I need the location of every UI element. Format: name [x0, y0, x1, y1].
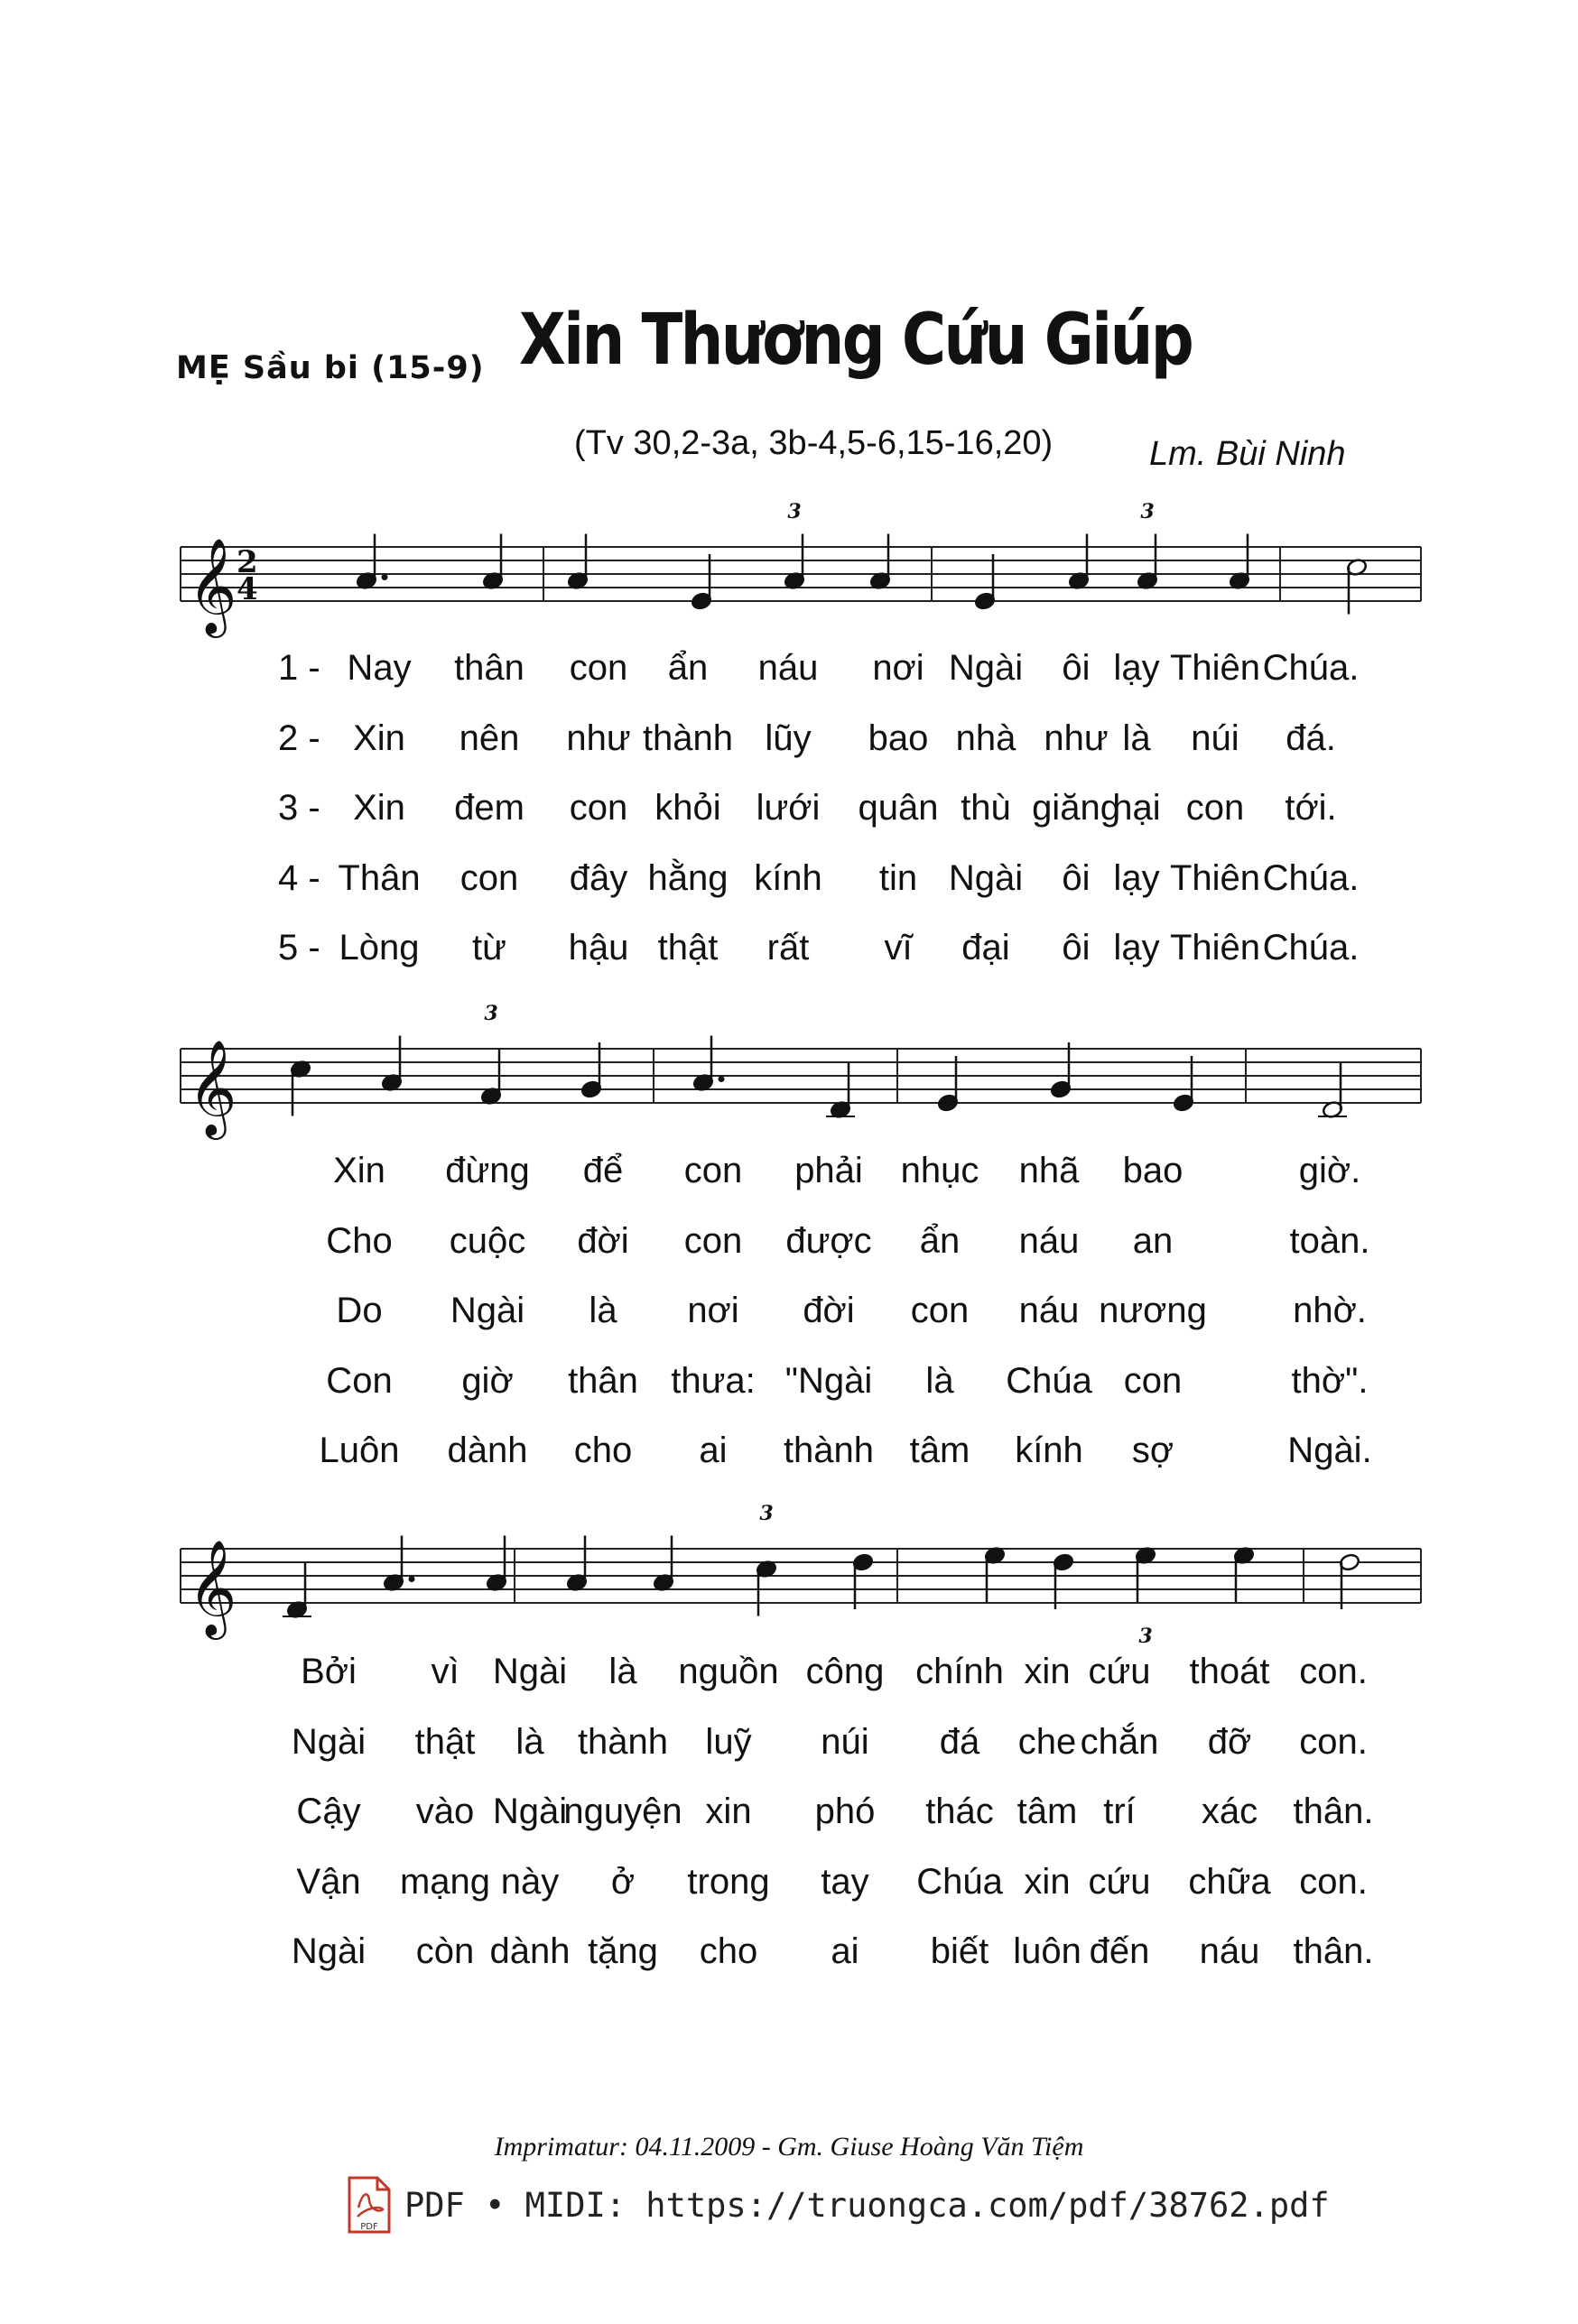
verse-number: 4 -: [278, 857, 320, 898]
lyric-syllable: đời: [803, 1291, 855, 1330]
song-title: Xin Thương Cứu Giúp: [519, 300, 1193, 381]
lyric-syllable: Chúa.: [1262, 857, 1360, 898]
pdf-midi-link[interactable]: PDF • MIDI: https://truongca.com/pdf/38762.pdf: [404, 2185, 1330, 2225]
lyric-syllable: đến: [1089, 1931, 1150, 1971]
lyric-syllable: dành: [489, 1931, 571, 1971]
lyric-syllable: cứu: [1088, 1652, 1151, 1691]
lyric-syllable: cho: [573, 1431, 633, 1470]
imprimatur-note: Imprimatur: 04.11.2009 - Gm. Giuse Hoàng Văn Tiệm: [494, 2132, 1084, 2162]
lyric-syllable: để: [582, 1151, 624, 1190]
verse-number: 1 -: [278, 648, 320, 688]
lyric-syllable: thân.: [1293, 1931, 1374, 1971]
lyric-syllable: ai: [831, 1931, 859, 1971]
lyric-syllable: thành: [783, 1431, 875, 1470]
lyric-syllable: con.: [1299, 1861, 1368, 1902]
lyric-syllable: đừng: [445, 1151, 530, 1190]
tuplet-number: 3: [1140, 500, 1155, 523]
lyric-syllable: Chúa.: [1262, 648, 1360, 688]
lyric-syllable: con: [459, 857, 519, 898]
lyric-syllable: bao: [1122, 1151, 1184, 1190]
lyric-syllable: Bởi: [301, 1652, 357, 1691]
lyric-syllable: lạy: [1113, 857, 1160, 898]
pdf-icon-label: PDF: [360, 2222, 378, 2232]
lyric-syllable: Chúa.: [1262, 928, 1360, 968]
lyric-syllable: kính: [754, 857, 822, 898]
lyric-syllable: Ngài: [291, 1721, 367, 1762]
lyric-syllable: này: [500, 1861, 560, 1902]
lyric-syllable: là: [608, 1652, 637, 1691]
lyric-syllable: phó: [814, 1792, 876, 1831]
psalm-reference: (Tv 30,2-3a, 3b-4,5-6,15-16,20): [574, 424, 1054, 462]
lyric-syllable: tâm: [1016, 1792, 1078, 1831]
lyric-syllable: Chúa: [916, 1861, 1003, 1902]
lyric-syllable: thật: [657, 928, 719, 968]
lyric-syllable: ẩn: [919, 1220, 961, 1261]
lyric-syllable: nhà: [955, 718, 1016, 758]
lyric-syllable: giăng: [1032, 788, 1120, 828]
lyric-syllable: náu: [1199, 1931, 1260, 1971]
lyric-syllable: như: [566, 718, 631, 758]
lyric-syllable: thân: [568, 1360, 638, 1401]
lyric-syllable: tới.: [1285, 788, 1337, 828]
staff-system-3: [0, 1489, 1578, 1670]
lyric-syllable: Ngài: [948, 648, 1024, 688]
tuplet-number: 3: [484, 1002, 498, 1025]
lyric-syllable: an: [1132, 1220, 1174, 1261]
staff-system-1: [0, 487, 1578, 668]
treble-clef-icon: 𝄞: [188, 1539, 237, 1635]
occasion-label: MẸ Sầu bi (15-9): [176, 350, 485, 386]
lyric-syllable: đời: [577, 1220, 629, 1261]
lyric-syllable: thành: [577, 1721, 669, 1762]
lyric-syllable: toàn.: [1289, 1220, 1370, 1261]
lyric-syllable: ở: [610, 1861, 636, 1902]
lyric-syllable: khỏi: [654, 788, 721, 828]
lyric-syllable: trí: [1103, 1792, 1136, 1831]
lyric-syllable: lạy: [1113, 928, 1160, 968]
lyric-syllable: giờ: [461, 1360, 514, 1401]
lyric-syllable: đỡ: [1207, 1721, 1252, 1762]
dot-mark: [409, 1576, 415, 1582]
lyric-syllable: đá.: [1286, 718, 1336, 758]
lyric-syllable: chắn: [1080, 1721, 1159, 1762]
download-links[interactable]: [347, 2173, 1330, 2236]
lyric-syllable: sợ: [1131, 1431, 1174, 1470]
lyric-syllable: tin: [878, 857, 918, 898]
lyric-syllable: con: [569, 648, 628, 688]
lyric-syllable: vào: [415, 1792, 475, 1831]
lyric-syllable: Xin: [353, 718, 405, 758]
lyric-syllable: con: [1123, 1360, 1183, 1401]
lyric-syllable: là: [589, 1291, 617, 1330]
lyric-syllable: Thân: [338, 857, 421, 898]
treble-clef-icon: 𝄞: [188, 537, 237, 634]
tuplet-number: 3: [787, 500, 802, 523]
lyric-syllable: vĩ: [884, 928, 913, 968]
lyric-syllable: thoát: [1189, 1652, 1270, 1691]
lyric-syllable: là: [515, 1721, 544, 1762]
lyric-syllable: Thiên: [1169, 928, 1261, 968]
lyric-syllable: Cho: [326, 1220, 393, 1261]
lyric-syllable: nguồn: [678, 1652, 779, 1691]
verse-number: 5 -: [278, 928, 320, 968]
lyric-syllable: nguyện: [563, 1792, 682, 1831]
lyric-syllable: náu: [757, 648, 819, 688]
lyric-syllable: vì: [431, 1652, 459, 1691]
lyric-syllable: phải: [794, 1151, 863, 1190]
lyric-syllable: công: [805, 1652, 885, 1691]
lyric-syllable: nên: [459, 718, 520, 758]
lyric-syllable: Ngài: [492, 1652, 568, 1691]
lyric-syllable: cuộc: [449, 1220, 526, 1261]
lyric-syllable: hằng: [647, 857, 729, 898]
verse-number: 3 -: [278, 788, 320, 828]
lyric-syllable: chính: [915, 1652, 1004, 1691]
lyric-syllable: con: [683, 1220, 743, 1261]
lyric-syllable: xác: [1201, 1792, 1258, 1831]
lyric-syllable: thờ".: [1291, 1360, 1369, 1401]
lyric-syllable: Vận: [296, 1861, 361, 1902]
treble-clef-icon: 𝄞: [188, 1039, 237, 1135]
lyric-syllable: che: [1017, 1721, 1077, 1762]
staff-system-2: [0, 989, 1578, 1170]
lyric-syllable: ôi: [1062, 857, 1091, 898]
lyric-syllable: Ngài.: [1287, 1431, 1372, 1470]
lyric-syllable: còn: [415, 1931, 475, 1971]
lyric-syllable: thác: [925, 1792, 994, 1831]
lyric-syllable: Nay: [347, 648, 412, 688]
lyric-syllable: lưới: [756, 788, 821, 828]
lyric-syllable: hậu: [568, 928, 629, 968]
lyric-syllable: rất: [766, 928, 810, 968]
lyric-syllable: lũy: [765, 718, 812, 758]
lyric-syllable: thân.: [1293, 1792, 1374, 1831]
lyric-syllable: nhã: [1018, 1151, 1080, 1190]
lyric-syllable: nơi: [872, 648, 924, 688]
tuplet-number: 3: [1138, 1625, 1153, 1648]
lyric-syllable: tâm: [909, 1431, 970, 1470]
lyric-syllable: con: [569, 788, 628, 828]
lyric-syllable: bao: [868, 718, 929, 758]
verse-number: 2 -: [278, 718, 320, 758]
lyric-syllable: náu: [1018, 1220, 1080, 1261]
lyric-syllable: Thiên: [1169, 648, 1261, 688]
tuplet-number: 3: [759, 1502, 774, 1525]
lyric-syllable: Chúa: [1006, 1360, 1092, 1401]
lyric-syllable: Lòng: [339, 928, 420, 968]
lyric-syllable: thân: [454, 648, 524, 688]
lyric-syllable: Con: [326, 1360, 393, 1401]
lyric-syllable: Xin: [353, 788, 405, 828]
lyric-syllable: thù: [961, 788, 1011, 828]
dot-mark: [719, 1076, 725, 1082]
lyric-syllable: Ngài: [450, 1291, 525, 1330]
composer-name: Lm. Bùi Ninh: [1149, 435, 1346, 473]
lyric-syllable: xin: [705, 1792, 752, 1831]
lyric-syllable: con: [1185, 788, 1245, 828]
lyric-syllable: trong: [687, 1861, 770, 1902]
lyric-syllable: hại: [1112, 788, 1161, 828]
lyric-syllable: thưa:: [671, 1360, 756, 1401]
lyric-syllable: là: [1122, 718, 1151, 758]
lyric-syllable: đem: [454, 788, 524, 828]
lyric-syllable: thành: [642, 718, 734, 758]
lyric-syllable: con.: [1299, 1652, 1368, 1691]
lyric-syllable: chữa: [1188, 1861, 1271, 1902]
lyric-syllable: tay: [821, 1861, 869, 1902]
lyric-syllable: được: [785, 1220, 872, 1261]
lyric-syllable: ai: [699, 1431, 728, 1470]
dot-mark: [382, 574, 388, 580]
lyric-syllable: từ: [472, 928, 506, 968]
pdf-file-icon: [347, 2175, 392, 2235]
lyric-syllable: giờ.: [1298, 1151, 1361, 1190]
lyric-syllable: đây: [569, 857, 628, 898]
lyric-syllable: Luôn: [319, 1431, 400, 1470]
lyric-syllable: như: [1044, 718, 1109, 758]
lyric-syllable: ôi: [1062, 648, 1091, 688]
lyric-syllable: Xin: [333, 1151, 385, 1190]
lyric-syllable: con: [683, 1151, 743, 1190]
lyric-syllable: tặng: [588, 1931, 658, 1971]
lyric-syllable: con.: [1299, 1721, 1368, 1762]
lyric-syllable: "Ngài: [784, 1360, 873, 1401]
lyric-syllable: đại: [961, 928, 1010, 968]
lyric-syllable: cứu: [1088, 1861, 1151, 1902]
lyric-syllable: náu: [1018, 1291, 1080, 1330]
lyric-syllable: kính: [1015, 1431, 1083, 1470]
lyric-syllable: Cậy: [296, 1792, 361, 1831]
lyric-syllable: đá: [939, 1721, 980, 1762]
lyric-syllable: xin: [1024, 1861, 1071, 1902]
lyric-syllable: ôi: [1062, 928, 1091, 968]
lyric-syllable: nhục: [900, 1151, 979, 1190]
lyric-syllable: thật: [414, 1721, 476, 1762]
lyric-syllable: luỹ: [705, 1721, 752, 1762]
lyric-syllable: nhờ.: [1293, 1291, 1367, 1330]
lyric-syllable: lạy: [1113, 648, 1160, 688]
lyric-syllable: biết: [930, 1931, 989, 1971]
lyric-syllable: quân: [858, 788, 939, 828]
time-signature-top: 2: [237, 544, 258, 580]
lyric-syllable: là: [925, 1360, 954, 1401]
lyric-syllable: Ngài: [291, 1931, 367, 1971]
lyric-syllable: con: [910, 1291, 970, 1330]
lyric-syllable: Thiên: [1169, 857, 1261, 898]
lyric-syllable: núi: [1191, 718, 1239, 758]
lyric-syllable: cho: [699, 1931, 758, 1971]
lyric-syllable: ẩn: [667, 648, 709, 688]
lyric-syllable: Do: [336, 1291, 383, 1330]
time-signature-bottom: 4: [237, 571, 258, 607]
lyric-syllable: Ngài: [948, 857, 1024, 898]
lyric-syllable: xin: [1024, 1652, 1071, 1691]
lyric-syllable: núi: [821, 1721, 869, 1762]
lyric-syllable: luôn: [1013, 1931, 1081, 1971]
lyric-syllable: nơi: [687, 1291, 739, 1330]
lyric-syllable: Ngài: [492, 1792, 568, 1831]
lyric-syllable: nương: [1099, 1291, 1207, 1330]
lyric-syllable: dành: [447, 1431, 528, 1470]
lyric-syllable: mạng: [399, 1861, 491, 1902]
